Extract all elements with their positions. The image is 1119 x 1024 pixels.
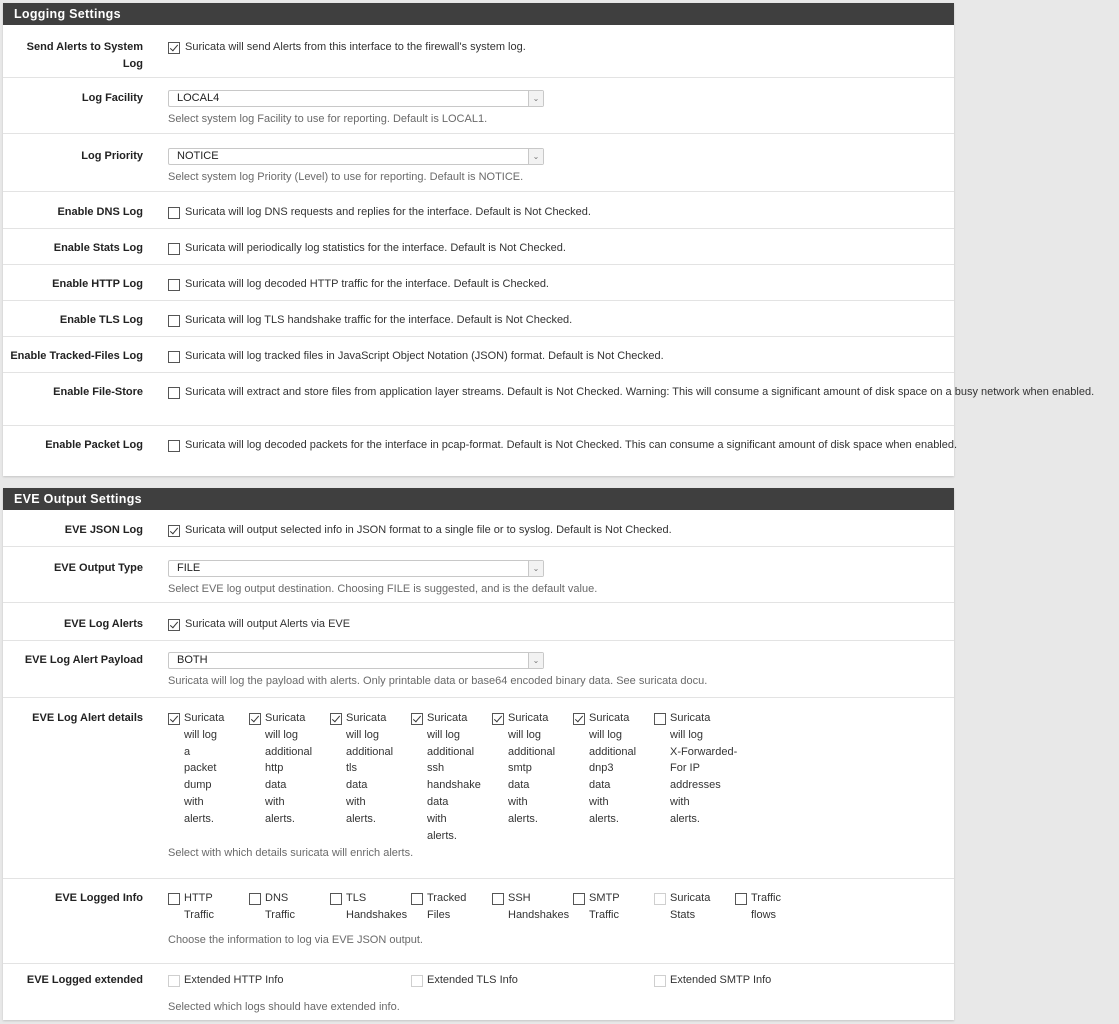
http-log-row <box>3 264 954 300</box>
file-store-row <box>3 372 1095 425</box>
logged-info-text-line: SMTP <box>589 892 620 904</box>
dns-log-text: Suricata will log DNS requests and replies for the interface. Default is Not Checked. <box>185 206 591 218</box>
alert-detail-text-line: data <box>427 795 449 808</box>
alert-detail-text-line: Suricata <box>589 712 630 724</box>
alert-detail-text-line: Suricata <box>346 712 387 724</box>
alert-detail-text <box>670 710 740 828</box>
alert-detail-text-line: X-Forwarded- <box>670 745 738 758</box>
alert-detail-text-line: with <box>346 795 366 808</box>
alert-detail-text-line: alerts. <box>427 829 457 842</box>
logged-info-checkbox[interactable] <box>735 893 747 905</box>
alert-detail-text-line: Suricata <box>265 712 306 724</box>
logged-info-text-line: Traffic <box>589 909 619 921</box>
logged-info-text-line: TLS <box>346 892 367 904</box>
alert-detail-text-line: tls <box>346 762 357 775</box>
alert-detail-text-line: Suricata <box>427 712 468 724</box>
logged-extended-checkbox <box>168 975 180 987</box>
panel-title: Logging Settings <box>3 3 954 25</box>
eve-log-alerts-text: Suricata will output Alerts via EVE <box>185 618 351 630</box>
logged-info-checkbox[interactable] <box>330 893 342 905</box>
chevron-down-icon[interactable]: ⌄ <box>528 149 543 164</box>
eve-output-settings-panel <box>3 488 954 1020</box>
tls-log-text: Suricata will log TLS handshake traffic for the interface. Default is Not Checked. <box>185 314 573 326</box>
eve-json-log-checkbox[interactable] <box>168 525 180 537</box>
logged-info-text-line: flows <box>751 909 777 921</box>
stats-log-label: Enable Stats Log <box>53 242 143 254</box>
logged-info-text <box>589 890 620 924</box>
logged-info-text <box>508 890 569 924</box>
eve-log-alerts-control[interactable] <box>168 616 1119 633</box>
eve-log-alerts-row <box>3 602 954 640</box>
eve-alert-details-row <box>3 697 954 878</box>
eve-logged-extended-control <box>168 972 946 1016</box>
log-facility-select[interactable] <box>168 90 544 107</box>
tls-log-control[interactable] <box>168 312 1119 329</box>
log-priority-help: Select system log Priority (Level) to use for reporting. Default is NOTICE. <box>168 171 524 183</box>
log-facility-value: LOCAL4 <box>177 92 220 104</box>
packet-log-row <box>3 425 958 476</box>
eve-output-type-row <box>3 546 954 602</box>
logged-info-text <box>346 890 407 924</box>
stats-log-control[interactable] <box>168 240 1119 257</box>
alert-detail-text <box>589 710 659 828</box>
log-priority-label: Log Priority <box>81 150 143 162</box>
logged-extended-text: Extended SMTP Info <box>670 974 772 986</box>
logged-info-checkbox[interactable] <box>168 893 180 905</box>
eve-json-log-text: Suricata will output selected info in JSON format to a single file or to syslog. Default is Not Checked. <box>185 524 672 536</box>
eve-logged-info-control <box>168 890 946 949</box>
alert-detail-text-line: data <box>508 779 530 792</box>
alert-detail-text-line: with <box>427 812 447 825</box>
eve-json-log-control[interactable] <box>168 522 1119 539</box>
eve-logged-extended-help: Selected which logs should have extended info. <box>168 1001 400 1013</box>
logged-info-text-line: HTTP <box>184 892 213 904</box>
alert-detail-text-line: with <box>670 795 690 808</box>
send-alerts-text: Suricata will send Alerts from this interface to the firewall's system log. <box>185 41 526 53</box>
eve-logged-info-label: EVE Logged Info <box>55 892 143 904</box>
alert-detail-text <box>427 710 497 844</box>
logged-extended-text: Extended TLS Info <box>427 974 518 986</box>
alert-detail-checkbox[interactable] <box>573 713 585 725</box>
stats-log-row <box>3 228 954 264</box>
send-alerts-label-line1: Send Alerts to System <box>26 41 143 53</box>
dns-log-row <box>3 191 954 228</box>
logged-info-text-line: Files <box>427 909 451 921</box>
eve-output-type-select[interactable] <box>168 560 544 577</box>
logged-info-text-line: Handshakes <box>508 909 570 921</box>
alert-detail-checkbox[interactable] <box>249 713 261 725</box>
tls-log-row <box>3 300 954 336</box>
send-alerts-checkbox[interactable] <box>168 42 180 54</box>
alert-detail-text-line: will log <box>184 728 218 741</box>
alert-detail-text-line: packet <box>184 762 217 775</box>
logged-info-text <box>184 890 214 924</box>
alert-detail-text-line: dump <box>184 779 212 792</box>
logged-info-text-line: Suricata <box>670 892 711 904</box>
alert-detail-text-line: data <box>265 779 287 792</box>
log-priority-control <box>168 148 946 186</box>
logged-info-checkbox[interactable] <box>492 893 504 905</box>
eve-alert-payload-label: EVE Log Alert Payload <box>24 654 143 666</box>
file-store-control[interactable] <box>168 384 1119 401</box>
alert-detail-text <box>265 710 335 828</box>
alert-detail-text-line: smtp <box>508 762 532 775</box>
stats-log-text: Suricata will periodically log statistics for the interface. Default is Not Checked. <box>185 242 566 254</box>
logged-info-text-line: SSH <box>508 892 531 904</box>
http-log-checkbox[interactable] <box>168 279 180 291</box>
tracked-files-log-label: Enable Tracked-Files Log <box>10 350 143 362</box>
eve-log-alerts-checkbox[interactable] <box>168 619 180 631</box>
tls-log-label: Enable TLS Log <box>59 314 143 326</box>
logged-info-text <box>751 890 781 924</box>
eve-alert-details-control <box>168 710 946 862</box>
eve-alert-payload-control <box>168 652 946 690</box>
chevron-down-icon[interactable]: ⌄ <box>528 561 543 576</box>
logged-info-text-line: Traffic <box>184 909 214 921</box>
tracked-files-log-control[interactable] <box>168 348 1119 365</box>
http-log-text: Suricata will log decoded HTTP traffic for the interface. Default is Checked. <box>185 278 549 290</box>
alert-detail-text-line: will log <box>589 728 623 741</box>
alert-detail-text-line: with <box>184 795 204 808</box>
tracked-files-log-row <box>3 336 954 372</box>
logged-info-text-line: Stats <box>670 909 696 921</box>
send-alerts-label-line2: Log <box>122 58 143 70</box>
alert-detail-text-line: additional <box>346 745 394 758</box>
alert-detail-text-line: data <box>589 779 611 792</box>
eve-output-type-help: Select EVE log output destination. Choosing FILE is suggested, and is the default value. <box>168 583 598 595</box>
eve-alert-details-help: Select with which details suricata will enrich alerts. <box>168 847 414 859</box>
alert-detail-text-line: will log <box>346 728 380 741</box>
alert-detail-text-line: a <box>184 745 191 758</box>
eve-logged-extended-row <box>3 963 954 1020</box>
alert-detail-text <box>184 710 254 828</box>
tracked-files-log-text: Suricata will log tracked files in JavaScript Object Notation (JSON) format. Default is Not Checked. <box>185 350 664 362</box>
logged-info-text-line: Handshakes <box>346 909 408 921</box>
alert-detail-text-line: alerts. <box>589 812 619 825</box>
alert-detail-text-line: addresses <box>670 779 721 792</box>
logging-settings-panel <box>3 3 1095 476</box>
log-priority-select[interactable] <box>168 148 544 165</box>
eve-output-type-control <box>168 560 946 598</box>
logged-info-group <box>168 890 946 931</box>
panel-title: EVE Output Settings <box>3 488 954 510</box>
eve-output-type-label: EVE Output Type <box>53 562 143 574</box>
alert-detail-text-line: alerts. <box>346 812 376 825</box>
alert-detail-text-line: http <box>265 762 284 775</box>
eve-log-alerts-label: EVE Log Alerts <box>63 618 143 630</box>
packet-log-checkbox[interactable] <box>168 440 180 452</box>
logged-info-text-line: Traffic <box>265 909 295 921</box>
logged-info-checkbox[interactable] <box>411 893 423 905</box>
eve-json-log-row <box>3 510 954 546</box>
log-priority-row <box>3 133 954 191</box>
logged-info-text-line: Traffic <box>751 892 781 904</box>
alert-detail-text-line: with <box>265 795 285 808</box>
alert-detail-text-line: additional <box>265 745 313 758</box>
logged-extended-checkbox <box>411 975 423 987</box>
alert-detail-text-line: additional <box>589 745 637 758</box>
eve-output-type-value: FILE <box>177 562 201 574</box>
logged-info-text <box>265 890 295 924</box>
eve-logged-info-row <box>3 878 954 963</box>
log-facility-row <box>3 77 954 133</box>
alert-detail-text-line: data <box>346 779 368 792</box>
alert-detail-text-line: alerts. <box>508 812 538 825</box>
alert-details-group <box>168 710 946 840</box>
alert-detail-text-line: additional <box>508 745 556 758</box>
alert-detail-text-line: will log <box>508 728 542 741</box>
packet-log-text: Suricata will log decoded packets for the interface in pcap-format. Default is Not Checked. This can consume a significant amount of disk space when enabled. <box>185 439 958 451</box>
alert-detail-text-line: dnp3 <box>589 762 614 775</box>
logged-info-text-line: DNS <box>265 892 289 904</box>
file-store-checkbox[interactable] <box>168 387 180 399</box>
logged-extended-checkbox <box>654 975 666 987</box>
alert-detail-text-line: will log <box>265 728 299 741</box>
file-store-text: Suricata will extract and store files from application layer streams. Default is Not Checked. Warning: This will consume a significant amount of disk space on a busy network when enabled. <box>185 386 1095 398</box>
log-facility-control <box>168 90 946 128</box>
eve-logged-info-help: Choose the information to log via EVE JSON output. <box>168 934 423 946</box>
alert-detail-text-line: handshake <box>427 779 481 792</box>
packet-log-control[interactable] <box>168 437 1119 454</box>
send-alerts-label <box>3 39 143 73</box>
alert-detail-text-line: additional <box>427 745 475 758</box>
alert-detail-text-line: alerts. <box>670 812 700 825</box>
log-facility-help: Select system log Facility to use for reporting. Default is LOCAL1. <box>168 113 488 125</box>
http-log-control[interactable] <box>168 276 1119 293</box>
eve-alert-payload-value: BOTH <box>177 654 208 666</box>
stats-log-checkbox[interactable] <box>168 243 180 255</box>
send-alerts-control[interactable] <box>168 39 1119 56</box>
dns-log-label: Enable DNS Log <box>57 206 143 218</box>
logged-info-checkbox <box>654 893 666 905</box>
alert-detail-text-line: with <box>589 795 609 808</box>
log-facility-label: Log Facility <box>81 92 143 104</box>
alert-detail-text-line: alerts. <box>184 812 214 825</box>
http-log-label: Enable HTTP Log <box>52 278 143 290</box>
alert-detail-text-line: alerts. <box>265 812 295 825</box>
eve-alert-payload-help: Suricata will log the payload with alerts. Only printable data or base64 encoded binary data. See suricata docu. <box>168 675 708 687</box>
eve-alert-payload-select[interactable] <box>168 652 544 669</box>
eve-logged-extended-label: EVE Logged extended <box>26 974 143 986</box>
dns-log-control[interactable] <box>168 204 1119 221</box>
logged-info-text <box>427 890 466 924</box>
alert-detail-checkbox[interactable] <box>330 713 342 725</box>
alert-detail-text-line: Suricata <box>508 712 549 724</box>
alert-detail-checkbox[interactable] <box>168 713 180 725</box>
logged-info-text-line: Tracked <box>427 892 467 904</box>
alert-detail-text-line: ssh <box>427 762 445 775</box>
alert-detail-text-line: will log <box>427 728 461 741</box>
tracked-files-log-checkbox[interactable] <box>168 351 180 363</box>
file-store-label: Enable File-Store <box>53 386 143 398</box>
logged-info-checkbox[interactable] <box>249 893 261 905</box>
alert-detail-text-line: with <box>508 795 528 808</box>
alert-detail-text-line: Suricata <box>184 712 225 724</box>
logged-info-text <box>670 890 710 924</box>
chevron-down-icon[interactable]: ⌄ <box>528 91 543 106</box>
alert-detail-text-line: will log <box>670 728 704 741</box>
alert-detail-text-line: For IP <box>670 762 700 775</box>
dns-log-checkbox[interactable] <box>168 207 180 219</box>
packet-log-label: Enable Packet Log <box>45 439 143 451</box>
alert-detail-checkbox[interactable] <box>492 713 504 725</box>
eve-alert-details-label: EVE Log Alert details <box>32 712 143 724</box>
alert-detail-text <box>508 710 578 828</box>
send-alerts-row <box>3 25 954 77</box>
eve-json-log-label: EVE JSON Log <box>64 524 143 536</box>
eve-alert-payload-row <box>3 640 954 697</box>
chevron-down-icon[interactable]: ⌄ <box>528 653 543 668</box>
log-priority-value: NOTICE <box>177 150 219 162</box>
alert-detail-checkbox[interactable] <box>411 713 423 725</box>
alert-detail-checkbox[interactable] <box>654 713 666 725</box>
alert-detail-text-line: Suricata <box>670 712 711 724</box>
logged-info-checkbox[interactable] <box>573 893 585 905</box>
alert-detail-text <box>346 710 416 828</box>
logged-extended-group <box>168 972 946 996</box>
logged-extended-text: Extended HTTP Info <box>184 974 284 986</box>
tls-log-checkbox[interactable] <box>168 315 180 327</box>
